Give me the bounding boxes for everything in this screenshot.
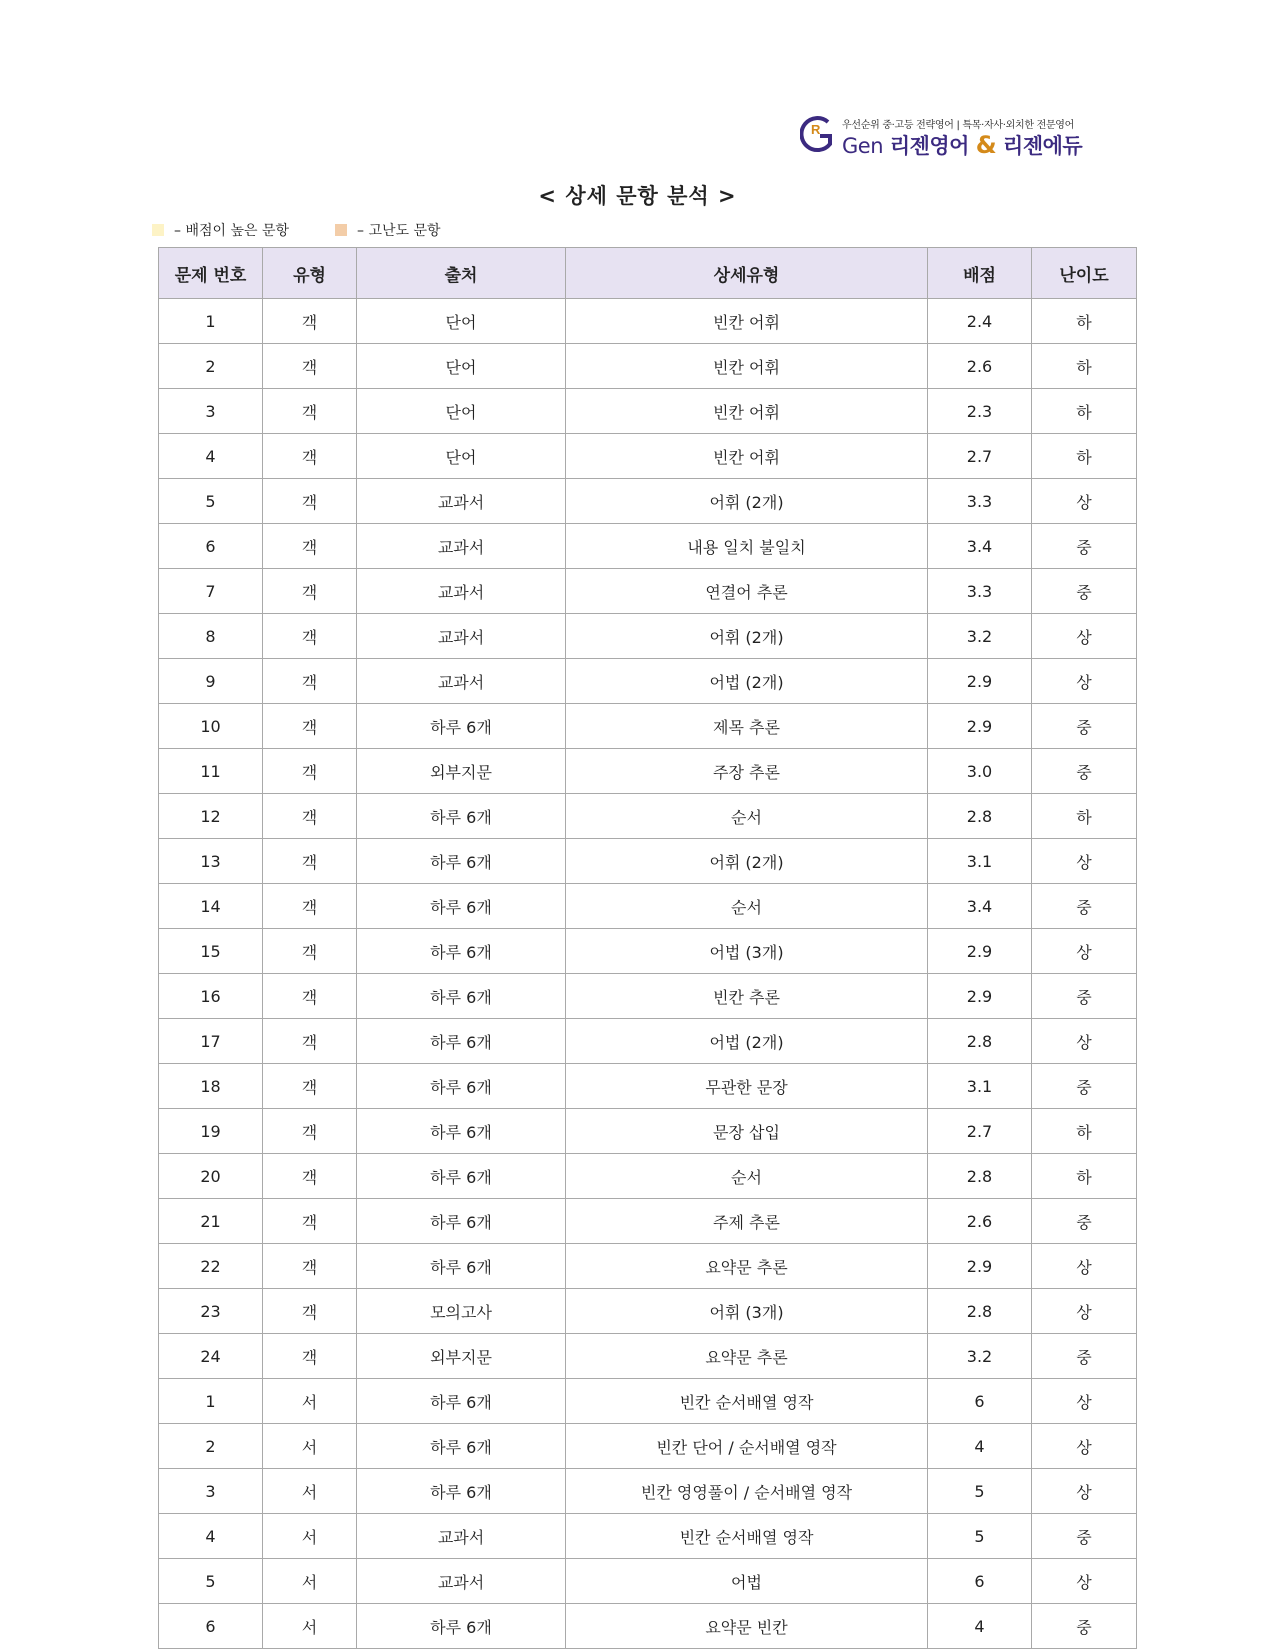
logo-wordmark: [842, 130, 1082, 160]
table-row: [159, 1604, 1137, 1649]
table-cell: 교과서: [357, 1514, 566, 1559]
table-row: [159, 749, 1137, 794]
table-row: [159, 1559, 1137, 1604]
table-cell: 문장 삽입: [566, 1109, 928, 1154]
table-row: [159, 1379, 1137, 1424]
table-cell: 13: [159, 839, 263, 884]
table-cell: 교과서: [357, 1559, 566, 1604]
table-cell: 상: [1032, 1559, 1137, 1604]
table-cell: 어휘 (3개): [566, 1289, 928, 1334]
logo-tagline: 우선순위 중·고등 전략영어 | 특목·자사·외치한 전문영어: [842, 120, 1075, 131]
table-row: [159, 569, 1137, 614]
table-cell: 상: [1032, 1019, 1137, 1064]
table-cell: 상: [1032, 929, 1137, 974]
table-row: [159, 1469, 1137, 1514]
table-cell: 요약문 추론: [566, 1244, 928, 1289]
table-cell: 단어: [357, 344, 566, 389]
table-cell: 객: [263, 1019, 357, 1064]
table-cell: 2.7: [928, 434, 1032, 479]
legend-swatch: [152, 224, 164, 236]
table-row: [159, 1154, 1137, 1199]
table-cell: 2.7: [928, 1109, 1032, 1154]
table-row: [159, 1019, 1137, 1064]
table-cell: 2.8: [928, 794, 1032, 839]
table-cell: 2.8: [928, 1154, 1032, 1199]
table-cell: 순서: [566, 794, 928, 839]
table-cell: 하: [1032, 344, 1137, 389]
logo-name-right: 리젠에듀: [1003, 134, 1083, 158]
table-row: [159, 299, 1137, 344]
table-cell: 3.3: [928, 569, 1032, 614]
table-cell: 상: [1032, 1379, 1137, 1424]
table-cell: 단어: [357, 299, 566, 344]
table-row: [159, 1244, 1137, 1289]
table-cell: 5: [928, 1514, 1032, 1559]
table-cell: 외부지문: [357, 749, 566, 794]
table-row: [159, 389, 1137, 434]
table-cell: 2.9: [928, 704, 1032, 749]
table-cell: 11: [159, 749, 263, 794]
table-cell: 하: [1032, 299, 1137, 344]
table-cell: 3.2: [928, 614, 1032, 659]
table-cell: 교과서: [357, 479, 566, 524]
table-cell: 14: [159, 884, 263, 929]
table-cell: 객: [263, 1289, 357, 1334]
table-cell: 서: [263, 1604, 357, 1649]
table-cell: 객: [263, 1244, 357, 1289]
table-cell: 서: [263, 1469, 357, 1514]
table-cell: 객: [263, 614, 357, 659]
table-cell: 중: [1032, 749, 1137, 794]
table-cell: 6: [928, 1559, 1032, 1604]
table-cell: 서: [263, 1379, 357, 1424]
table-cell: 1: [159, 299, 263, 344]
logo-en: Gen: [842, 134, 884, 158]
table-cell: 하: [1032, 1154, 1137, 1199]
table-cell: 객: [263, 839, 357, 884]
table-cell: 20: [159, 1154, 263, 1199]
table-cell: 제목 추론: [566, 704, 928, 749]
table-cell: 하루 6개: [357, 794, 566, 839]
table-body: [159, 299, 1137, 1649]
table-cell: 어휘 (2개): [566, 614, 928, 659]
legend-label: – 배점이 높은 문항: [174, 223, 290, 239]
table-cell: 주장 추론: [566, 749, 928, 794]
table-cell: 순서: [566, 1154, 928, 1199]
table-cell: 2.8: [928, 1019, 1032, 1064]
table-cell: 16: [159, 974, 263, 1019]
table-row: [159, 1109, 1137, 1154]
table-cell: 주제 추론: [566, 1199, 928, 1244]
table-cell: 4: [159, 1514, 263, 1559]
table-cell: 하: [1032, 1109, 1137, 1154]
column-header: 문제 번호: [159, 248, 263, 299]
table-cell: 2: [159, 1424, 263, 1469]
table-cell: 객: [263, 569, 357, 614]
table-cell: 객: [263, 344, 357, 389]
table-cell: 교과서: [357, 569, 566, 614]
column-header: 출처: [357, 248, 566, 299]
table-cell: 2.9: [928, 929, 1032, 974]
table-row: [159, 614, 1137, 659]
table-cell: 9: [159, 659, 263, 704]
table-cell: 3.1: [928, 1064, 1032, 1109]
table-cell: 하루 6개: [357, 1109, 566, 1154]
table-cell: 3.0: [928, 749, 1032, 794]
table-cell: 객: [263, 974, 357, 1019]
table-row: [159, 839, 1137, 884]
table-cell: 하루 6개: [357, 1244, 566, 1289]
table-cell: 요약문 빈칸: [566, 1604, 928, 1649]
table-cell: 상: [1032, 839, 1137, 884]
table-cell: 교과서: [357, 614, 566, 659]
table-cell: 1: [159, 1379, 263, 1424]
logo-g-mark: [800, 114, 834, 154]
table-row: [159, 1289, 1137, 1334]
table-cell: 2.6: [928, 1199, 1032, 1244]
table-cell: 상: [1032, 1424, 1137, 1469]
table-cell: 22: [159, 1244, 263, 1289]
table-row: [159, 1424, 1137, 1469]
table-cell: 단어: [357, 389, 566, 434]
table-cell: 상: [1032, 1289, 1137, 1334]
table-cell: 4: [928, 1424, 1032, 1469]
table-cell: 객: [263, 884, 357, 929]
table-cell: 어휘 (2개): [566, 839, 928, 884]
table-cell: 중: [1032, 974, 1137, 1019]
table-cell: 객: [263, 1109, 357, 1154]
table-cell: 중: [1032, 884, 1137, 929]
table-cell: 중: [1032, 1334, 1137, 1379]
table-row: [159, 1514, 1137, 1559]
table-cell: 어법: [566, 1559, 928, 1604]
table-cell: 3.3: [928, 479, 1032, 524]
table-cell: 어법 (2개): [566, 1019, 928, 1064]
table-cell: 23: [159, 1289, 263, 1334]
table-cell: 객: [263, 479, 357, 524]
table-cell: 하루 6개: [357, 704, 566, 749]
table-cell: 외부지문: [357, 1334, 566, 1379]
table-cell: 서: [263, 1559, 357, 1604]
table-cell: 3.4: [928, 524, 1032, 569]
table-cell: 4: [928, 1604, 1032, 1649]
table-cell: 빈칸 어휘: [566, 389, 928, 434]
table-cell: 중: [1032, 1199, 1137, 1244]
table-row: [159, 344, 1137, 389]
table-cell: 교과서: [357, 524, 566, 569]
table-cell: 객: [263, 704, 357, 749]
table-cell: 8: [159, 614, 263, 659]
table-row: [159, 1064, 1137, 1109]
table-cell: 빈칸 어휘: [566, 299, 928, 344]
table-cell: 3: [159, 1469, 263, 1514]
table-cell: 6: [159, 1604, 263, 1649]
table-cell: 빈칸 추론: [566, 974, 928, 1019]
table-cell: 6: [159, 524, 263, 569]
table-cell: 서: [263, 1424, 357, 1469]
table-cell: 하: [1032, 794, 1137, 839]
table-cell: 3.4: [928, 884, 1032, 929]
table-cell: 10: [159, 704, 263, 749]
table-cell: 무관한 문장: [566, 1064, 928, 1109]
table-cell: 요약문 추론: [566, 1334, 928, 1379]
table-cell: 빈칸 영영풀이 / 순서배열 영작: [566, 1469, 928, 1514]
table-cell: 객: [263, 1154, 357, 1199]
table-cell: 12: [159, 794, 263, 839]
table-cell: 단어: [357, 434, 566, 479]
table-cell: 3.1: [928, 839, 1032, 884]
table-cell: 빈칸 어휘: [566, 434, 928, 479]
table-cell: 하루 6개: [357, 1424, 566, 1469]
table-row: [159, 434, 1137, 479]
table-cell: 연결어 추론: [566, 569, 928, 614]
table-cell: 5: [159, 479, 263, 524]
logo-ampersand: &: [975, 131, 997, 159]
table-cell: 중: [1032, 1604, 1137, 1649]
table-cell: 중: [1032, 704, 1137, 749]
table-cell: 객: [263, 389, 357, 434]
table-cell: 객: [263, 1199, 357, 1244]
table-cell: 중: [1032, 1064, 1137, 1109]
table-cell: 2.9: [928, 659, 1032, 704]
table-cell: 하루 6개: [357, 1019, 566, 1064]
table-cell: 객: [263, 749, 357, 794]
table-row: [159, 704, 1137, 749]
table-cell: 객: [263, 794, 357, 839]
table-cell: 객: [263, 929, 357, 974]
table-cell: 상: [1032, 1244, 1137, 1289]
table-cell: 빈칸 어휘: [566, 344, 928, 389]
table-cell: 2.9: [928, 974, 1032, 1019]
table-cell: 3.2: [928, 1334, 1032, 1379]
table-cell: 중: [1032, 1514, 1137, 1559]
table-cell: 하루 6개: [357, 1604, 566, 1649]
table-cell: 객: [263, 299, 357, 344]
legend-label: – 고난도 문항: [357, 223, 441, 239]
table-cell: 객: [263, 434, 357, 479]
table-cell: 상: [1032, 614, 1137, 659]
table-cell: 중: [1032, 569, 1137, 614]
table-cell: 하루 6개: [357, 974, 566, 1019]
table-cell: 2.9: [928, 1244, 1032, 1289]
column-header: 배점: [928, 248, 1032, 299]
table-cell: 6: [928, 1379, 1032, 1424]
item-analysis-table: [158, 247, 1137, 1649]
table-cell: 순서: [566, 884, 928, 929]
legend: [152, 220, 487, 240]
brand-logo: [800, 112, 1090, 162]
table-cell: 내용 일치 불일치: [566, 524, 928, 569]
table-cell: 상: [1032, 1469, 1137, 1514]
table-cell: 서: [263, 1514, 357, 1559]
table-cell: 4: [159, 434, 263, 479]
table-row: [159, 794, 1137, 839]
table-cell: 17: [159, 1019, 263, 1064]
table-row: [159, 524, 1137, 569]
table-cell: 교과서: [357, 659, 566, 704]
table-cell: 하루 6개: [357, 884, 566, 929]
table-cell: 빈칸 순서배열 영작: [566, 1379, 928, 1424]
table-cell: 객: [263, 524, 357, 569]
table-cell: 하루 6개: [357, 839, 566, 884]
table-cell: 하루 6개: [357, 929, 566, 974]
table-cell: 빈칸 순서배열 영작: [566, 1514, 928, 1559]
table-cell: 어법 (3개): [566, 929, 928, 974]
table-cell: 2.8: [928, 1289, 1032, 1334]
logo-letter: R: [811, 122, 821, 137]
table-row: [159, 659, 1137, 704]
column-header: 상세유형: [566, 248, 928, 299]
table-cell: 5: [928, 1469, 1032, 1514]
table-cell: 중: [1032, 524, 1137, 569]
table-header-row: [159, 248, 1137, 299]
table-cell: 19: [159, 1109, 263, 1154]
table-cell: 어휘 (2개): [566, 479, 928, 524]
table-cell: 18: [159, 1064, 263, 1109]
table-row: [159, 1334, 1137, 1379]
table-row: [159, 884, 1137, 929]
logo-name-left: 리젠영어: [889, 134, 969, 158]
table-cell: 하루 6개: [357, 1154, 566, 1199]
table-cell: 객: [263, 659, 357, 704]
table-cell: 2.6: [928, 344, 1032, 389]
table-cell: 하: [1032, 389, 1137, 434]
table-cell: 5: [159, 1559, 263, 1604]
table-row: [159, 479, 1137, 524]
table-row: [159, 929, 1137, 974]
table-cell: 객: [263, 1334, 357, 1379]
table-cell: 15: [159, 929, 263, 974]
table-cell: 하루 6개: [357, 1064, 566, 1109]
table-cell: 하루 6개: [357, 1469, 566, 1514]
table-row: [159, 1199, 1137, 1244]
legend-swatch: [335, 224, 347, 236]
table-cell: 3: [159, 389, 263, 434]
table-cell: 2.3: [928, 389, 1032, 434]
table-cell: 모의고사: [357, 1289, 566, 1334]
table-cell: 7: [159, 569, 263, 614]
table-cell: 어법 (2개): [566, 659, 928, 704]
table-cell: 빈칸 단어 / 순서배열 영작: [566, 1424, 928, 1469]
table-cell: 객: [263, 1064, 357, 1109]
table-cell: 2.4: [928, 299, 1032, 344]
table-cell: 하루 6개: [357, 1199, 566, 1244]
column-header: 난이도: [1032, 248, 1137, 299]
table-cell: 상: [1032, 479, 1137, 524]
table-cell: 하루 6개: [357, 1379, 566, 1424]
table-cell: 24: [159, 1334, 263, 1379]
table-cell: 21: [159, 1199, 263, 1244]
table-cell: 2: [159, 344, 263, 389]
page-title: < 상세 문항 분석 >: [538, 184, 737, 208]
table-cell: 하: [1032, 434, 1137, 479]
table-cell: 상: [1032, 659, 1137, 704]
table-row: [159, 974, 1137, 1019]
column-header: 유형: [263, 248, 357, 299]
